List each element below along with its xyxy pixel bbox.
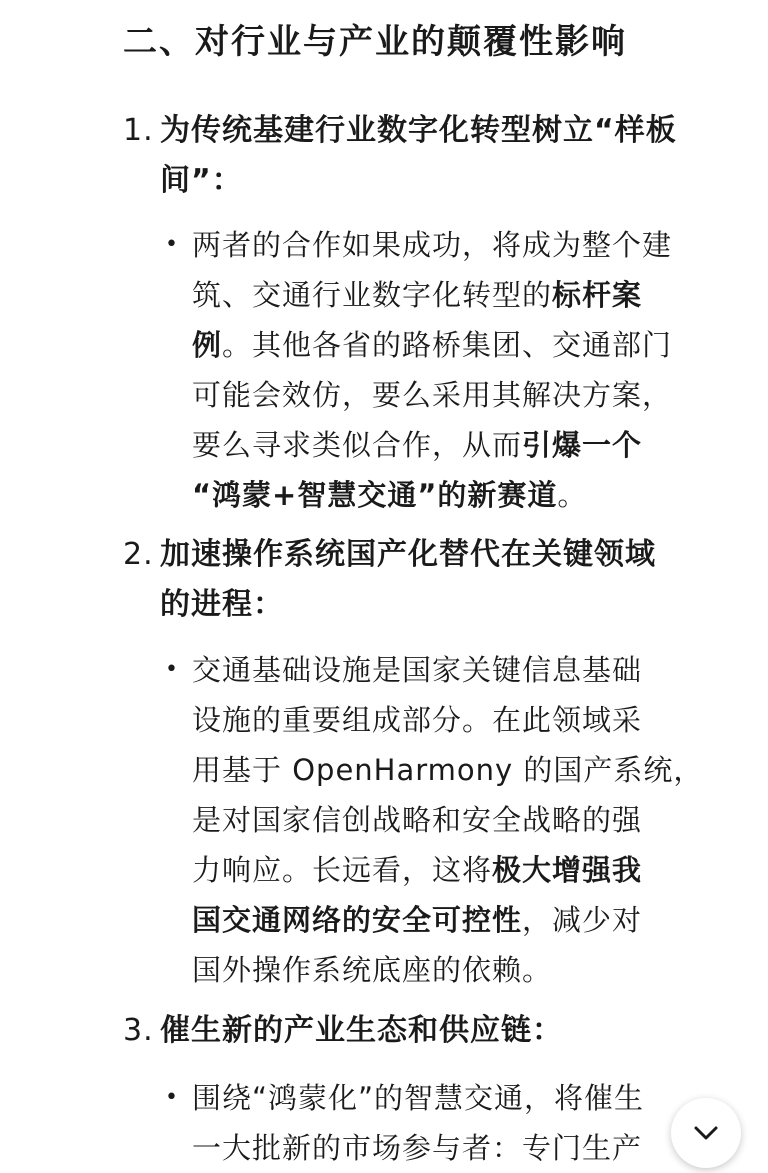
paragraph-line (165, 320, 672, 370)
paragraph-line (165, 370, 672, 420)
bold-text-run: 极大增强我 (492, 853, 643, 887)
text-run: 。其他各省的路桥集团、交通部门 (222, 328, 673, 362)
bold-text-run: 国交通网络的安全可控性 (192, 903, 523, 937)
heading-line: 加速操作系统国产化替代在关键领域 (160, 537, 656, 572)
text-run: 筑、交通行业数字化转型的 (192, 278, 553, 312)
bullet-item-2 (165, 645, 703, 995)
paragraph-line (165, 845, 703, 895)
text-run: 设施的重要组成部分。在此领域采 (192, 703, 643, 737)
paragraph-line (165, 270, 672, 320)
heading-line: 的进程： (160, 587, 284, 622)
bullet-item-3 (165, 1073, 644, 1173)
bullet-item-1 (165, 220, 672, 520)
paragraph-line (165, 895, 703, 945)
list-number: 2. (123, 537, 154, 572)
paragraph-line (165, 645, 703, 695)
paragraph-line (165, 1073, 644, 1123)
bullet-dot: • (165, 232, 179, 257)
chevron-down-icon (693, 1125, 719, 1141)
section-title: 二、对行业与产业的颠覆性影响 (123, 22, 627, 62)
heading-line: 间”： (160, 163, 243, 198)
text-run: 交通基础设施是国家关键信息基础 (192, 653, 643, 687)
text-run: 一大批新的市场参与者：专门生产 (192, 1131, 643, 1165)
paragraph-line (165, 945, 703, 995)
list-number: 3. (123, 1013, 154, 1048)
list-number: 1. (123, 113, 154, 148)
text-run: 。 (557, 478, 588, 512)
text-run: 要么寻求类似合作，从而 (192, 428, 523, 462)
paragraph-line (165, 420, 672, 470)
bold-text-run: 引爆一个 (522, 428, 643, 462)
list-item-heading-2 (123, 530, 656, 630)
heading-line: 为传统基建行业数字化转型树立“样板 (160, 113, 677, 148)
text-run: 是对国家信创战略和安全战略的强 (192, 803, 643, 837)
paragraph-line (165, 470, 672, 520)
list-item-heading-3 (123, 1006, 563, 1056)
text-run: 两者的合作如果成功，将成为整个建 (192, 228, 673, 262)
paragraph-line (165, 695, 703, 745)
text-run: ，减少对 (522, 903, 643, 937)
paragraph-line (165, 795, 703, 845)
text-run: 可能会效仿，要么采用其解决方案， (192, 378, 673, 412)
paragraph-line (165, 1123, 644, 1173)
bold-text-run: “鸿蒙+智慧交通”的新赛道 (192, 478, 558, 512)
bullet-dot: • (165, 657, 179, 682)
bullet-dot: • (165, 1085, 179, 1110)
text-run: 国外操作系统底座的依赖。 (192, 953, 553, 987)
paragraph-line (165, 220, 672, 270)
list-item-heading-1 (123, 106, 677, 206)
bold-text-run: 例 (192, 328, 223, 362)
paragraph-line (165, 745, 703, 795)
text-run: 用基于 OpenHarmony 的国产系统， (192, 753, 704, 787)
bold-text-run: 标杆案 (552, 278, 643, 312)
heading-line: 催生新的产业生态和供应链： (160, 1013, 563, 1048)
text-run: 围绕“鸿蒙化”的智慧交通，将催生 (192, 1081, 645, 1115)
text-run: 力响应。长远看，这将 (192, 853, 493, 887)
scroll-down-button[interactable] (671, 1098, 741, 1168)
